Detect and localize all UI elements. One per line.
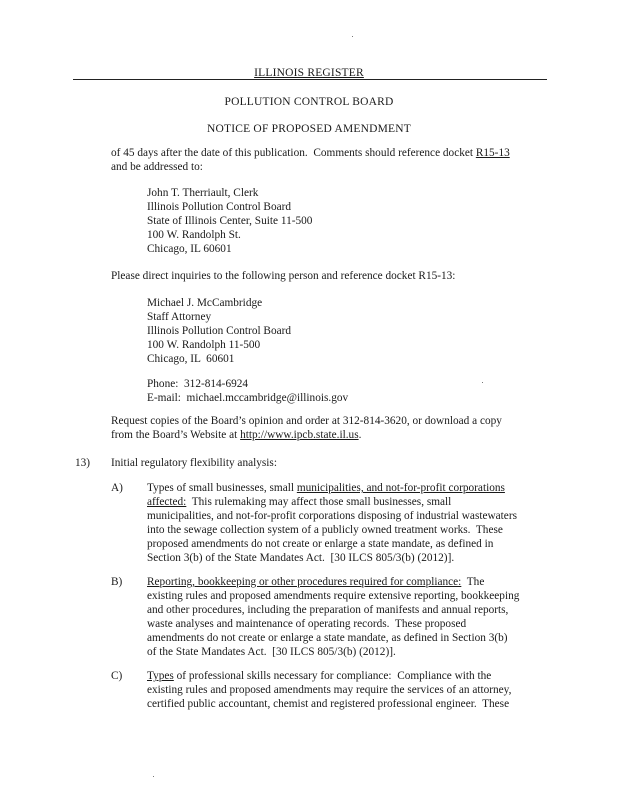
address-line: Chicago, IL 60601 (147, 243, 232, 255)
item-line: Types of small businesses, small municipalities, and not-for-profit corporations (147, 482, 505, 494)
address-line: 100 W. Randolph St. (147, 229, 241, 241)
item-a-text (147, 481, 517, 565)
item-label-a: A) (111, 482, 123, 494)
scan-speck (352, 36, 353, 37)
item-line: proposed amendments do not create or enlarge a state mandate, as defined in (147, 538, 494, 550)
phone-line: Phone: 312-814-6924 (147, 378, 249, 390)
item-line: existing rules and proposed amendments require extensive reporting, bookkeeping (147, 590, 520, 602)
section-number: 13) (75, 457, 91, 469)
notice-title: NOTICE OF PROPOSED AMENDMENT (207, 123, 411, 135)
intro-line: of 45 days after the date of this publication. Comments should reference docket R15-13 (111, 147, 510, 159)
board-website-link: http://www.ipcb.state.il.us (240, 429, 359, 441)
request-copies-paragraph (111, 414, 502, 442)
section-title: Initial regulatory flexibility analysis: (111, 457, 277, 469)
item-line: amendments do not create or enlarge a state mandate, as defined in Section 3(b) (147, 632, 508, 644)
request-line: Request copies of the Board’s opinion and order at 312-814-3620, or download a copy (111, 415, 502, 427)
item-line: Types of professional skills necessary for compliance: Compliance with the (147, 670, 492, 682)
item-label-c: C) (111, 670, 123, 682)
address-line: Michael J. McCambridge (147, 297, 263, 309)
item-line: Reporting, bookkeeping or other procedures required for compliance: The (147, 576, 485, 588)
heading-underline: Reporting, bookkeeping or other procedures required for compliance: (147, 576, 462, 588)
register-title: ILLINOIS REGISTER (254, 67, 364, 79)
item-line: waste analyses and maintenance of operating records. These proposed (147, 618, 467, 630)
address-line: State of Illinois Center, Suite 11-500 (147, 215, 313, 227)
contact-address (147, 296, 291, 366)
item-line: certified public accountant, chemist and registered professional engineer. These (147, 698, 510, 710)
scan-speck (153, 776, 154, 777)
inquiries-line: Please direct inquiries to the following person and reference docket R15-13: (111, 270, 456, 282)
address-line: 100 W. Randolph 11-500 (147, 339, 261, 351)
scan-speck (482, 382, 483, 383)
header-rule (73, 79, 547, 80)
address-line: Chicago, IL 60601 (147, 353, 235, 365)
item-line: municipalities, and not-for-profit corporations disposing of industrial wastewaters (147, 510, 517, 522)
item-line: existing rules and proposed amendments may require the services of an attorney, (147, 684, 512, 696)
docket-reference: R15-13 (475, 147, 510, 159)
item-label-b: B) (111, 576, 123, 588)
item-c-text (147, 669, 511, 711)
heading-underline: Types (147, 670, 174, 682)
heading-underline: municipalities, and not-for-profit corporations (296, 482, 505, 494)
item-line: of the State Mandates Act. [30 ILCS 805/3(b) (2012)]. (147, 646, 396, 658)
address-line: Staff Attorney (147, 311, 212, 323)
heading-underline: affected: (147, 496, 187, 508)
item-line: and other procedures, including the preparation of manifests and annual reports, (147, 604, 509, 616)
address-line: Illinois Pollution Control Board (147, 325, 292, 337)
request-line: from the Board’s Website at http://www.ipcb.state.il.us. (111, 429, 362, 441)
item-line: Section 3(b) of the State Mandates Act. [30 ILCS 805/3(b) (2012)]. (147, 552, 455, 564)
item-line: affected: This rulemaking may affect those small businesses, small (147, 496, 452, 508)
address-line: Illinois Pollution Control Board (147, 201, 292, 213)
item-b-text (147, 575, 519, 659)
intro-line: and be addressed to: (111, 161, 203, 173)
email-line: E-mail: michael.mccambridge@illinois.gov (147, 392, 349, 404)
clerk-address (147, 186, 312, 256)
intro-paragraph (111, 146, 510, 174)
address-line: John T. Therriault, Clerk (147, 187, 259, 199)
board-name: POLLUTION CONTROL BOARD (224, 96, 394, 108)
contact-info (147, 377, 348, 405)
inquiries-paragraph (111, 269, 455, 283)
item-line: into the sewage collection system of a publicly owned treatment works. These (147, 524, 503, 536)
